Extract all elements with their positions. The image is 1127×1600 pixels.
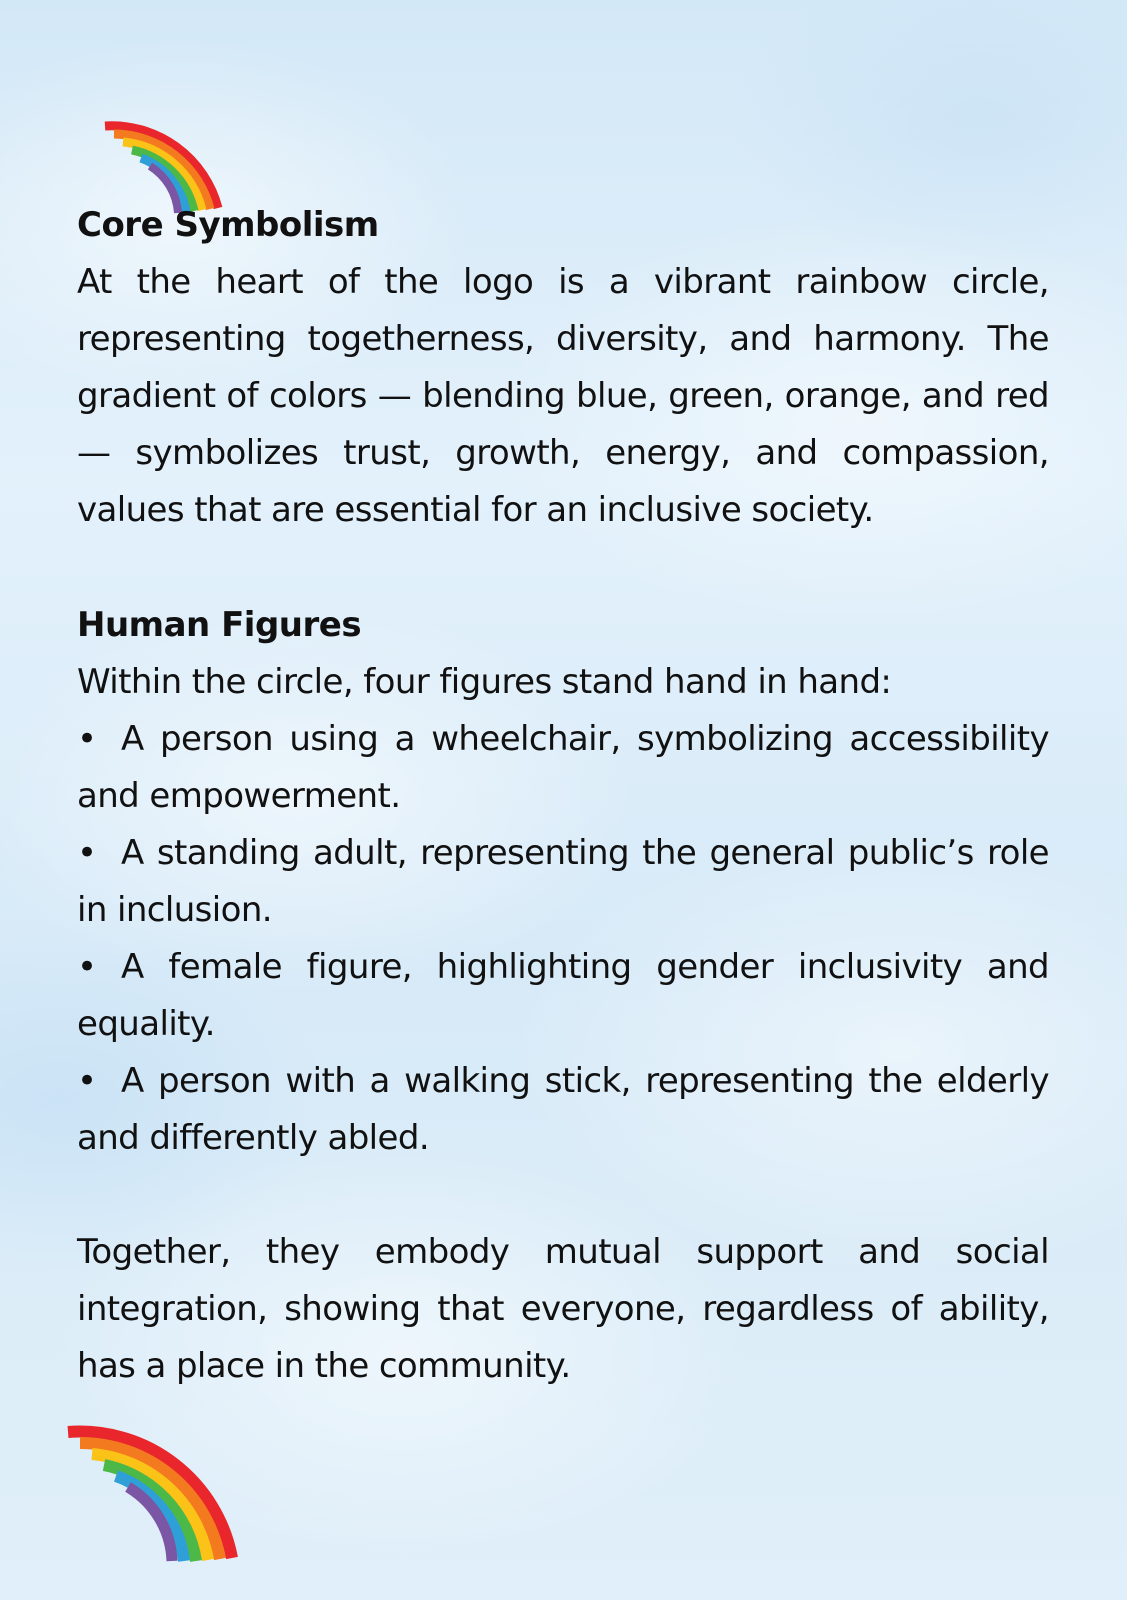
heading-human-figures: Human Figures <box>77 605 362 645</box>
bullet-icon: • <box>77 719 97 759</box>
list-item-text: A female figure, highlighting gender inclusivity and equality. <box>77 947 1049 1044</box>
list-item <box>77 939 1049 1053</box>
list-item-text: A person with a walking stick, representing the elderly and differently abled. <box>77 1061 1049 1158</box>
heading-core-symbolism: Core Symbolism <box>77 205 379 245</box>
figures-list <box>77 711 1049 1167</box>
bullet-icon: • <box>77 1061 97 1101</box>
human-figures-intro: Within the circle, four figures stand hand in hand: <box>77 662 892 702</box>
list-item-text: A person using a wheelchair, symbolizing accessibility and empowerment. <box>77 719 1049 816</box>
list-item <box>77 1053 1049 1167</box>
bullet-icon: • <box>77 833 97 873</box>
section-spacer <box>77 539 1049 596</box>
list-item <box>77 825 1049 939</box>
section-spacer <box>77 1167 1049 1224</box>
core-symbolism-paragraph: At the heart of the logo is a vibrant rainbow circle, representing togetherness, diversity, and harmony. The gradient of colors — blending blue, green, orange, and red — symbolizes trust, growth, energy, and compassion, values that are essential for an inclusive society. <box>77 262 1049 530</box>
bullet-icon: • <box>77 947 97 987</box>
list-item <box>77 711 1049 825</box>
rainbow-icon <box>64 1410 246 1562</box>
document-body <box>77 196 1049 1395</box>
closing-paragraph: Together, they embody mutual support and social integration, showing that everyone, regardless of ability, has a place in the community. <box>77 1232 1049 1386</box>
list-item-text: A standing adult, representing the general public’s role in inclusion. <box>77 833 1049 930</box>
